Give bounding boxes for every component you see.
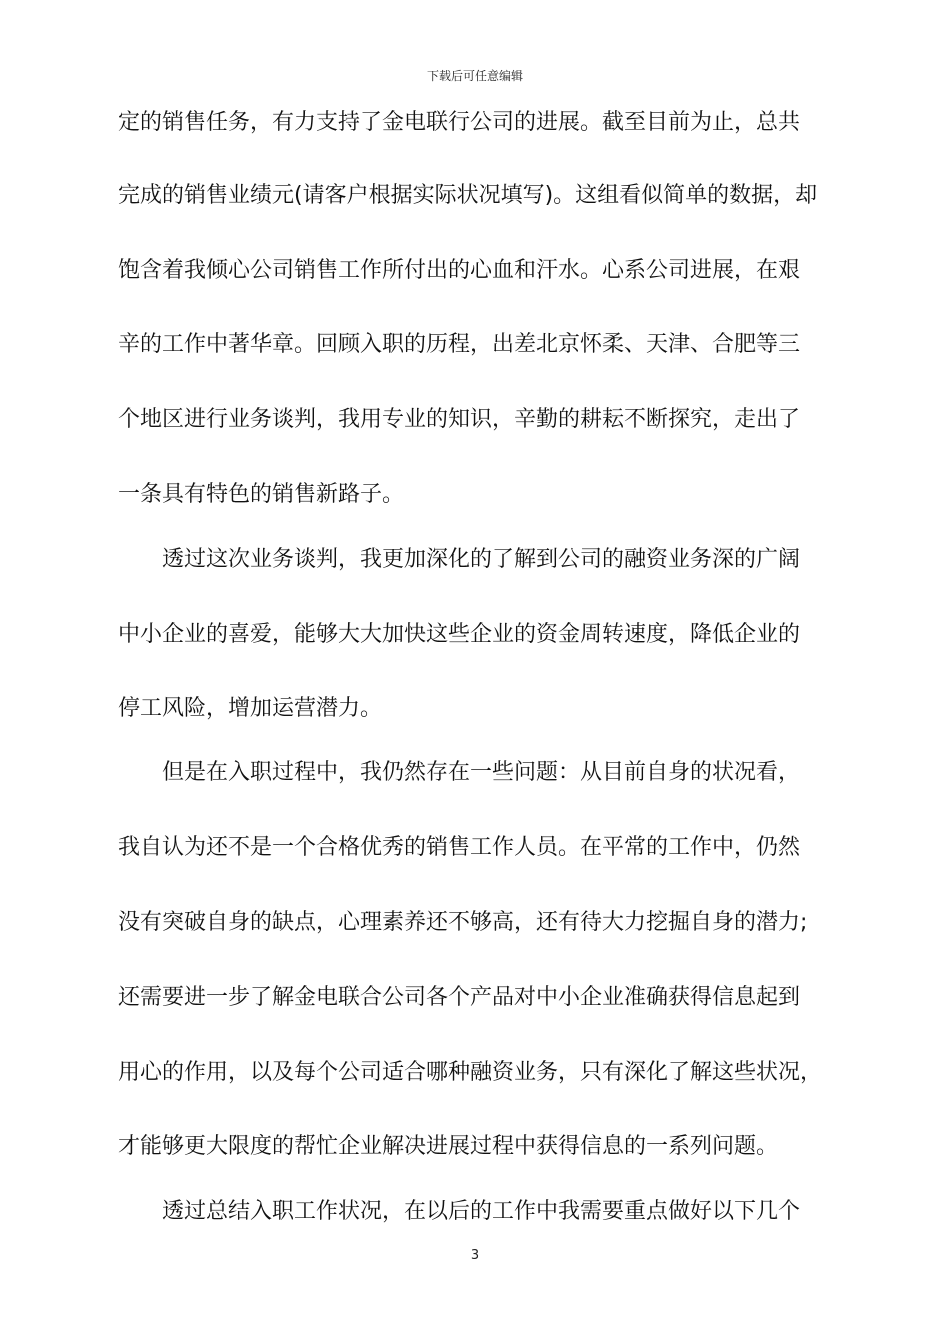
paragraph-start-line: 但是在入职过程中，我仍然存在一些问题：从目前自身的状况看， bbox=[162, 760, 801, 785]
body-line-6: 一条具有特色的销售新路子。 bbox=[118, 482, 405, 507]
body-line-9: 停工风险，增加运营潜力。 bbox=[118, 696, 383, 721]
body-line-2: 完成的销售业绩元(请客户根据实际状况填写)。这组看似简单的数据，却 bbox=[118, 183, 818, 208]
body-line-4: 辛的工作中著华章。回顾入职的历程，出差北京怀柔、天津、合肥等三 bbox=[118, 332, 801, 357]
body-line-11: 我自认为还不是一个合格优秀的销售工作人员。在平常的工作中，仍然 bbox=[118, 835, 801, 860]
body-line-14: 用心的作用，以及每个公司适合哪种融资业务，只有深化了解这些状况， bbox=[118, 1060, 823, 1085]
paragraph-start-line: 透过总结入职工作状况，在以后的工作中我需要重点做好以下几个 bbox=[162, 1199, 801, 1224]
body-line-13: 还需要进一步了解金电联合公司各个产品对中小企业准确获得信息起到 bbox=[118, 985, 801, 1010]
body-line-8: 中小企业的喜爱，能够大大加快这些企业的资金周转速度，降低企业的 bbox=[118, 622, 801, 647]
page-number: 3 bbox=[470, 1248, 480, 1263]
page-header: 下载后可任意编辑 bbox=[426, 69, 523, 83]
body-line-15: 才能够更大限度的帮忙企业解决进展过程中获得信息的一系列问题。 bbox=[118, 1134, 779, 1159]
paragraph-start-line: 透过这次业务谈判，我更加深化的了解到公司的融资业务深的广阔 bbox=[162, 547, 801, 572]
body-line-1: 定的销售任务，有力支持了金电联行公司的进展。截至目前为止，总共 bbox=[118, 110, 801, 135]
body-line-12: 没有突破自身的缺点，心理素养还不够高，还有待大力挖掘自身的潜力; bbox=[118, 910, 808, 935]
body-line-5: 个地区进行业务谈判，我用专业的知识，辛勤的耕耘不断探究，走出了 bbox=[118, 407, 801, 432]
body-line-3: 饱含着我倾心公司销售工作所付出的心血和汗水。心系公司进展，在艰 bbox=[118, 258, 801, 283]
